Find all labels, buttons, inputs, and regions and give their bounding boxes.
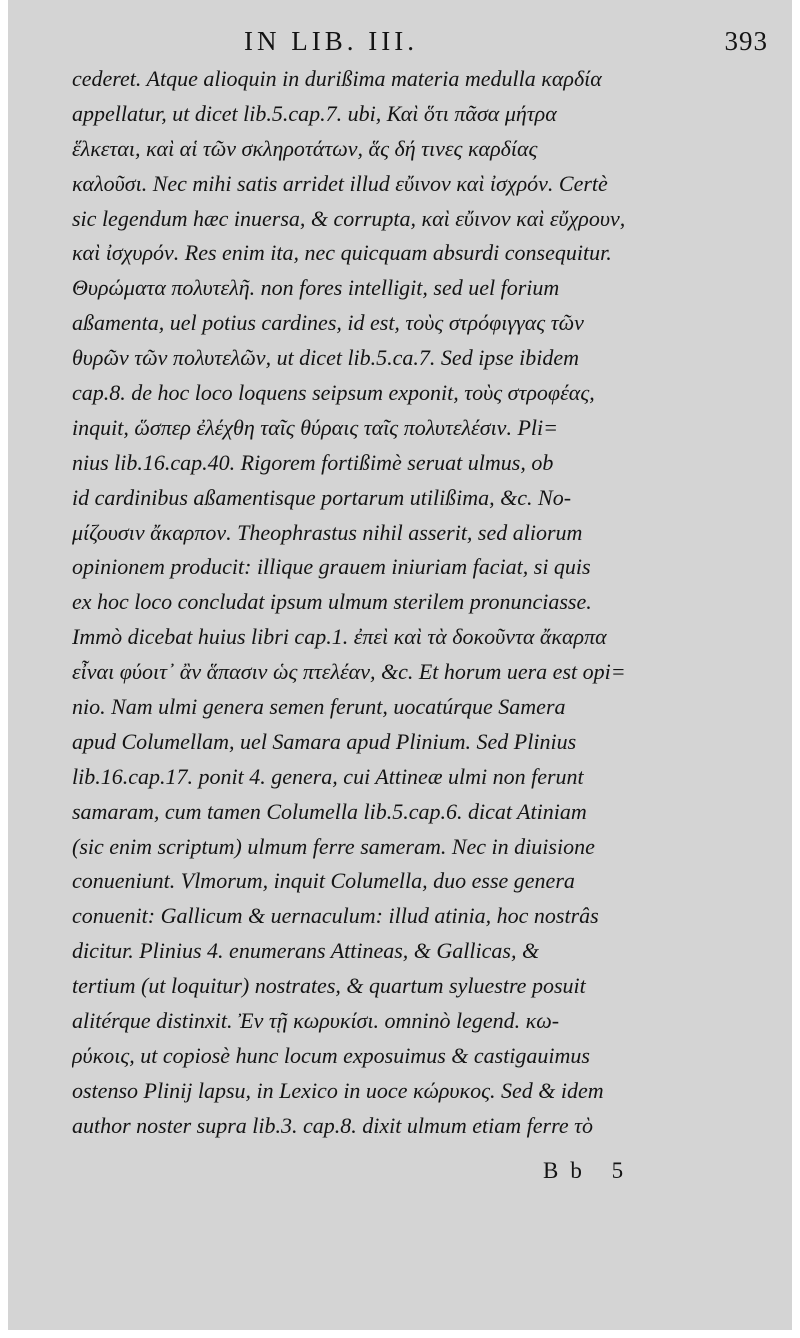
text-line: καλοῦσι. Nec mihi satis arridet illud εὔινον καὶ ἰσχρόν. Certè — [72, 170, 608, 196]
running-title: IN LIB. III. — [244, 26, 418, 56]
text-line: Immò dicebat huius libri cap.1. ἐπεὶ καὶ τὰ δοκοῦντα ἄκαρπα — [72, 624, 607, 650]
text-line: εἶναι φύοιτ᾽ ἂν ἅπασιν ὡς πτελέαν, &c. Et horum uera est opi= — [72, 659, 626, 685]
text-line: samaram, cum tamen Columella lib.5.cap.6. dicat Atiniam — [72, 798, 587, 824]
text-line: sic legendum hæc inuersa, & corrupta, καὶ εὔινον καὶ εὔχρουν, — [72, 205, 626, 231]
page-number: 393 — [724, 26, 768, 56]
text-line: nio. Nam ulmi genera semen ferunt, uocatúrque Samera — [72, 694, 566, 720]
book-page — [8, 0, 792, 1330]
text-line: alitérque distinxit. Ἐν τῇ κωρυκίσι. omninò legend. κω- — [72, 1008, 560, 1034]
text-line: καὶ ἰσχυρόν. Res enim ita, nec quicquam absurdi consequitur. — [72, 240, 612, 266]
text-line: inquit, ὥσπερ ἐλέχθη ταῖς θύραις ταῖς πολυτελέσιν. Pli= — [72, 414, 558, 440]
text-line: appellatur, ut dicet lib.5.cap.7. ubi, Καὶ ὅτι πᾶσα μήτρα — [72, 100, 557, 126]
text-line: opinionem producit: illique grauem iniuriam faciat, si quis — [72, 554, 591, 580]
text-line: ex hoc loco concludat ipsum ulmum sterilem pronunciasse. — [72, 589, 592, 615]
text-line: ἕλκεται, καὶ αἱ τῶν σκληροτάτων, ἅς δή τινες καρδίας — [72, 135, 538, 161]
text-line: θυρῶν τῶν πολυτελῶν, ut dicet lib.5.ca.7. Sed ipse ibidem — [72, 345, 580, 371]
text-line: id cardinibus aßamentisque portarum utilißima, &c. Νο- — [72, 484, 572, 510]
running-header — [8, 26, 792, 58]
text-line: (sic enim scriptum) ulmum ferre sameram. Nec in diuisione — [72, 833, 595, 859]
text-line: dicitur. Plinius 4. enumerans Attineas, & Gallicas, & — [72, 938, 540, 964]
text-line: ostenso Plinij lapsu, in Lexico in uoce κώρυκος. Sed & idem — [72, 1077, 604, 1103]
commentary-text — [72, 62, 752, 1144]
signature-mark: Bb 5 — [543, 1158, 636, 1183]
text-line: μίζουσιν ἄκαρπον. Theophrastus nihil asserit, sed aliorum — [72, 519, 583, 545]
text-line: aßamenta, uel potius cardines, id est, τοὺς στρόφιγγας τῶν — [72, 310, 584, 336]
text-line: conuenit: Gallicum & uernaculum: illud atinia, hoc nostrâs — [72, 903, 599, 929]
text-line: lib.16.cap.17. ponit 4. genera, cui Attineæ ulmi non ferunt — [72, 763, 584, 789]
text-line: cederet. Atque alioquin in durißima materia medulla καρδία — [72, 66, 602, 91]
text-line: tertium (ut loquitur) nostrates, & quartum syluestre posuit — [72, 973, 586, 999]
text-line: cap.8. de hoc loco loquens seipsum exponit, τοὺς στροφέας, — [72, 380, 595, 406]
text-line: ρύκοις, ut copiosè hunc locum exposuimus & castigauimus — [72, 1042, 590, 1068]
text-line: conueniunt. Vlmorum, inquit Columella, duo esse genera — [72, 868, 575, 894]
text-line: nius lib.16.cap.40. Rigorem fortißimè seruat ulmus, ob — [72, 449, 554, 475]
text-line: author noster supra lib.3. cap.8. dixit ulmum etiam ferre τὸ — [72, 1112, 593, 1138]
text-line: apud Columellam, uel Samara apud Plinium. Sed Plinius — [72, 728, 577, 754]
text-line: Θυρώματα πολυτελῆ. non fores intelligit, sed uel forium — [72, 275, 560, 301]
